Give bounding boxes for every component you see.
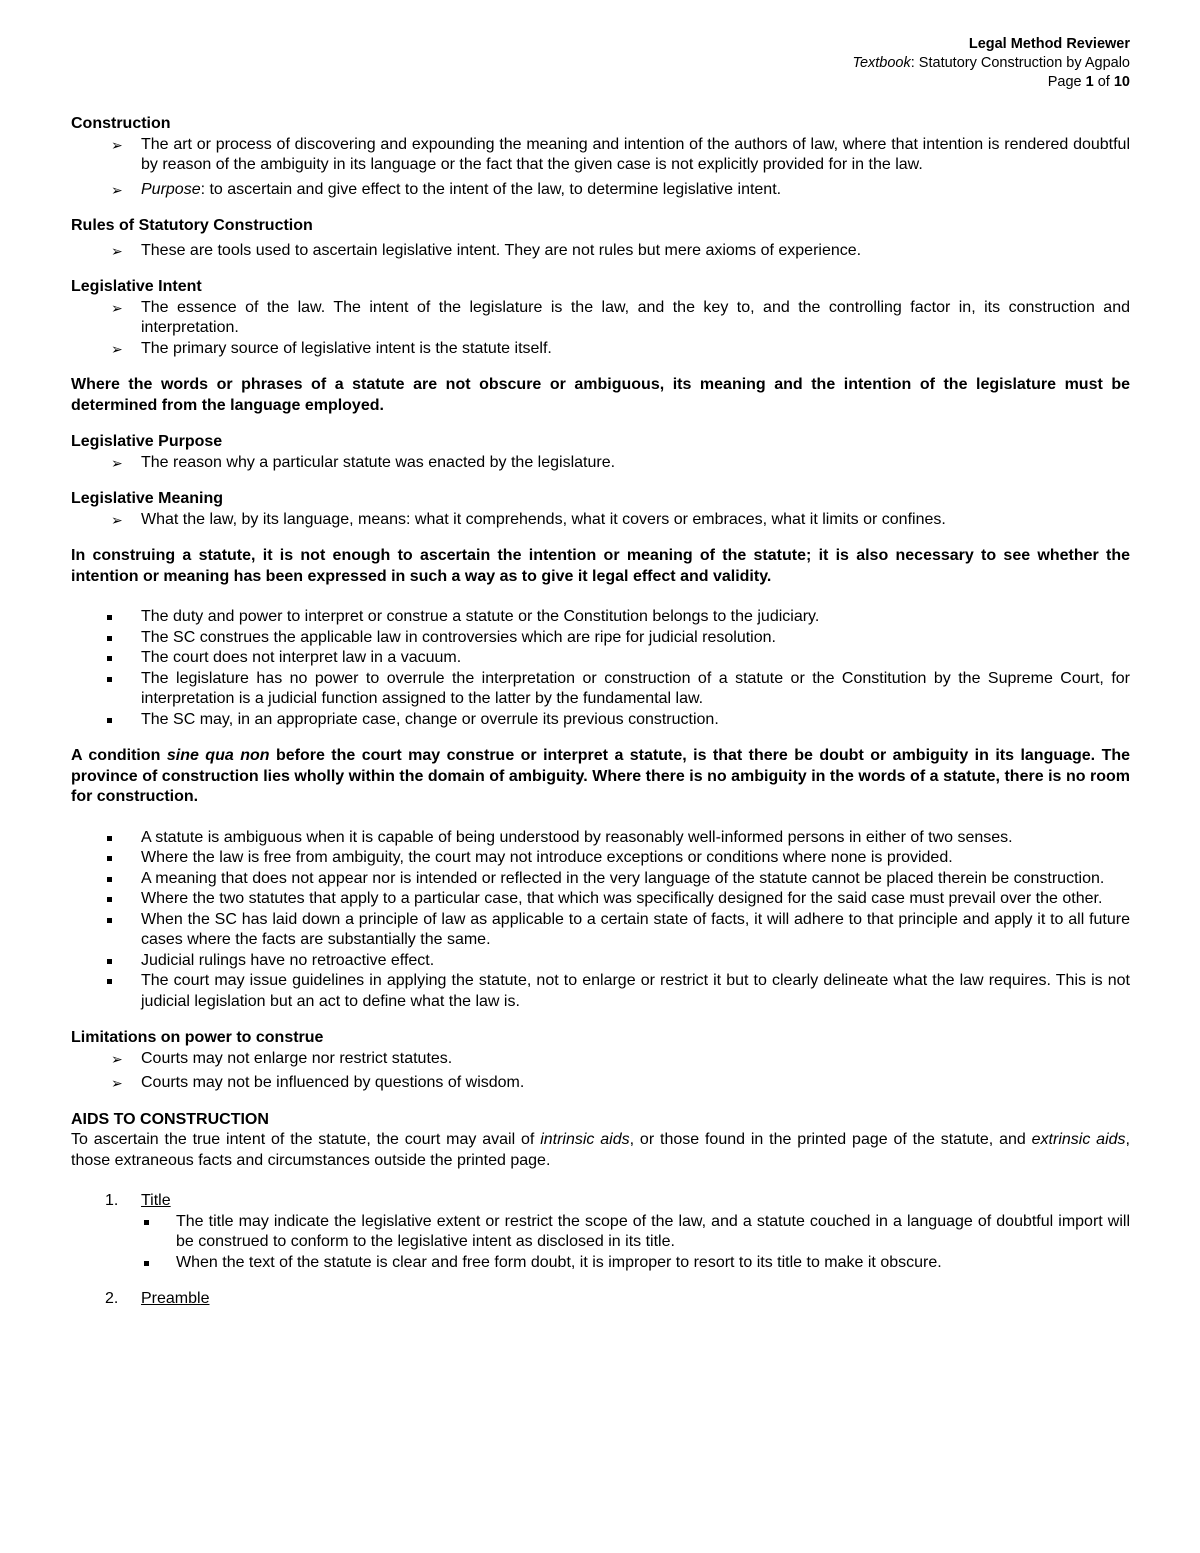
numbered-title: Title [141, 1192, 171, 1209]
limitations-list [71, 1049, 1130, 1094]
sine-qua-non-italic: sine qua non [166, 747, 270, 764]
purpose-label: Purpose [141, 180, 201, 198]
purpose-text: : to ascertain and give effect to the intent of the law, to determine legislative intent. [200, 180, 782, 198]
heading-construction: Construction [71, 115, 171, 132]
page-prefix: Page [1047, 74, 1086, 90]
list-item: A statute is ambiguous when it is capable of being understood by reasonably well-informed persons in either of two senses. [71, 828, 1130, 849]
list-item: A meaning that does not appear nor is intended or reflected in the very language of the statute cannot be placed therein be construction. [71, 869, 1130, 890]
header-textbook-label: Textbook [852, 55, 911, 71]
bold-paragraph-sine-qua-non [71, 746, 1130, 808]
list-item: ➢ What the law, by its language, means: what it comprehends, what it covers or embraces, what it limits or confines. [71, 510, 1130, 531]
heading-aids: AIDS TO CONSTRUCTION [71, 1110, 269, 1128]
page-header [852, 35, 1130, 92]
page-of: of [1093, 74, 1114, 90]
heading-legislative-intent: Legislative Intent [71, 278, 202, 295]
judiciary-list [71, 607, 1130, 730]
intent-list [71, 298, 1130, 360]
section-rules [71, 216, 1130, 261]
heading-rules: Rules of Statutory Construction [71, 217, 313, 234]
aids-extrinsic: extrinsic aids [1031, 1131, 1126, 1148]
section-aids [71, 1110, 1130, 1172]
list-item: ➢ The art or process of discovering and expounding the meaning and intention of the authors of law, where that intention is rendered doubtful by reason of the ambiguity in its language or the fact that the given case is not explicitly provided for in the law. [71, 135, 1130, 176]
list-item: When the SC has laid down a principle of law as applicable to a certain state of facts, it will adhere to that principle and apply it to all future cases where the facts are substantially the same. [71, 910, 1130, 951]
numbered-item-preamble [71, 1289, 1130, 1310]
header-textbook-value: : Statutory Construction by Agpalo [910, 55, 1130, 71]
list-item [71, 180, 1130, 201]
list-item: ➢ Courts may not be influenced by questions of wisdom. [71, 1073, 1130, 1094]
aids-numbered-list [71, 1191, 1130, 1310]
list-item: The SC construes the applicable law in controversies which are ripe for judicial resolution. [71, 628, 1130, 649]
sine-qua-non-part2: before the court may construe or interpret a statute, is that there be doubt or ambiguity in its language. The province of construction lies wholly within the domain of ambiguity. Where there is no ambiguity in the words of a statute, there is no room for construction. [71, 747, 1131, 805]
list-item: The court may issue guidelines in applying the statute, not to enlarge or restrict it but to clearly delineate what the law requires. This is not judicial legislation but an act to define what the law is. [71, 971, 1130, 1012]
section-legislative-purpose [71, 432, 1130, 473]
header-page-number [852, 73, 1130, 92]
meaning-list [71, 510, 1130, 531]
aids-text-1: To ascertain the true intent of the statute, the court may avail of [71, 1131, 541, 1148]
page-total: 10 [1113, 74, 1130, 90]
rules-list [71, 241, 1130, 262]
aids-text-2: , or those found in the printed page of the statute, and [629, 1131, 1032, 1148]
purpose-list [71, 453, 1130, 474]
page-current: 1 [1085, 74, 1094, 90]
bold-paragraph-legal-effect: In construing a statute, it is not enough to ascertain the intention or meaning of the statute; it is also necessary to see whether the intention or meaning has been expressed in such a way as to give it legal effect and validity. [71, 547, 1130, 585]
number-marker: 1. [105, 1192, 119, 1209]
aids-paragraph [71, 1130, 1130, 1171]
aids-text-3: , those extraneous facts and circumstances outside the printed page. [71, 1131, 1130, 1169]
list-item: ➢ The essence of the law. The intent of the legislature is the law, and the key to, and the controlling factor in, its construction and interpretation. [71, 298, 1130, 339]
header-title: Legal Method Reviewer [968, 36, 1130, 52]
list-item: ➢ These are tools used to ascertain legislative intent. They are not rules but mere axioms of experience. [71, 241, 1130, 262]
section-legislative-intent [71, 277, 1130, 359]
section-ambiguity-list [71, 828, 1130, 1013]
bold-paragraph-plain-meaning: Where the words or phrases of a statute are not obscure or ambiguous, its meaning and the intention of the legislature must be determined from the language employed. [71, 376, 1130, 414]
list-item: Where the law is free from ambiguity, the court may not introduce exceptions or conditions where none is provided. [71, 848, 1130, 869]
heading-legislative-purpose: Legislative Purpose [71, 433, 223, 450]
heading-limitations: Limitations on power to construe [71, 1029, 324, 1046]
list-item: Where the two statutes that apply to a particular case, that which was specifically designed for the said case must prevail over the other. [71, 889, 1130, 910]
title-sublist [141, 1212, 1130, 1274]
heading-legislative-meaning: Legislative Meaning [71, 490, 224, 507]
list-item: ➢ Courts may not enlarge nor restrict statutes. [71, 1049, 1130, 1070]
sine-qua-non-part1: A condition [71, 747, 167, 764]
list-item: The duty and power to interpret or construe a statute or the Constitution belongs to the judiciary. [71, 607, 1130, 628]
ambiguity-list [71, 828, 1130, 1013]
number-marker: 2. [105, 1290, 119, 1307]
section-legislative-meaning [71, 489, 1130, 530]
document-body [71, 114, 1130, 1326]
list-item: The legislature has no power to overrule the interpretation or construction of a statute or the Constitution by the Supreme Court, for interpretation is a judicial function assigned to the latter by the fundamental law. [71, 669, 1130, 710]
section-limitations [71, 1028, 1130, 1094]
list-item: The SC may, in an appropriate case, change or overrule its previous construction. [71, 710, 1130, 731]
list-item: The title may indicate the legislative extent or restrict the scope of the law, and a statute couched in a language of doubtful import will be construed to conform to the legislative intent as disclosed in its title. [141, 1212, 1130, 1253]
construction-list [71, 135, 1130, 201]
list-item: ➢ The primary source of legislative intent is the statute itself. [71, 339, 1130, 360]
section-construction [71, 114, 1130, 200]
list-item: ➢ The reason why a particular statute was enacted by the legislature. [71, 453, 1130, 474]
list-item: The court does not interpret law in a vacuum. [71, 648, 1130, 669]
section-judiciary-list [71, 607, 1130, 730]
header-textbook [852, 54, 1130, 73]
numbered-title: Preamble [141, 1290, 210, 1307]
list-item: When the text of the statute is clear and free form doubt, it is improper to resort to its title to make it obscure. [141, 1253, 1130, 1274]
numbered-item-title [71, 1191, 1130, 1273]
list-item: Judicial rulings have no retroactive effect. [71, 951, 1130, 972]
aids-intrinsic: intrinsic aids [540, 1131, 630, 1148]
